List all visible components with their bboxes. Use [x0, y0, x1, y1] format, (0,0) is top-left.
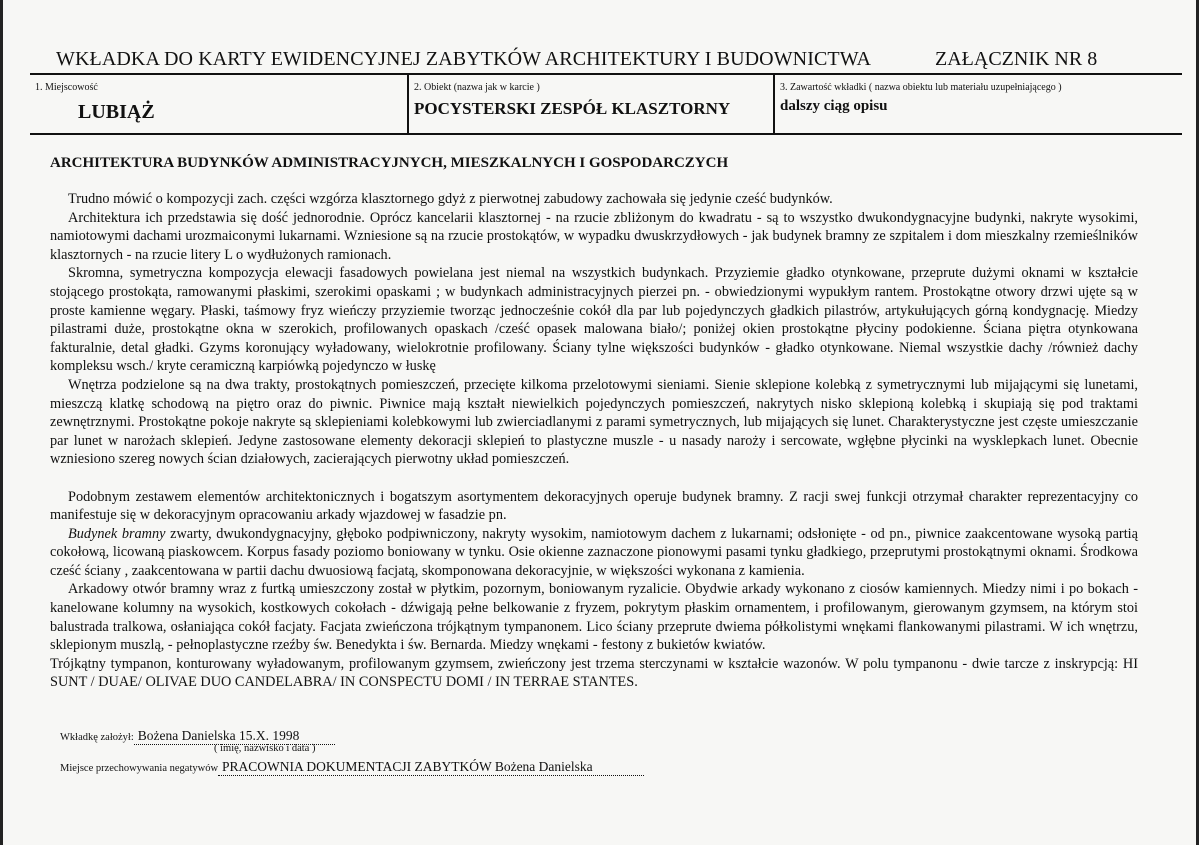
header-fields: [30, 74, 1182, 135]
founder-hint: ( imię, nazwisko i data ): [214, 743, 316, 754]
paragraph: Skromna, symetryczna kompozycja elewacji fasadowych powielana jest niemal na wszystkich budynkach. Przyziemie gładko otynkowane, przeprute dużymi oknami w kształcie stojącego prostokąta, ramowanymi płaskimi, szerokimi opaskami ; w budynkach administracyjnych pierzei pn. - obwiedzionymi wypukłym rantem. Prostokątne otwory drzwi ujęte są w proste kamienne węgary. Płaski, taśmowy fryz wieńczy przyziemie tworząc jednocześnie cokół dla par lub pojedynczych gładkich pilastrów, artykułujących górną kondygnację. Miedzy pilastrami duże, prostokątne okna w szerokich, profilowanych opaskach /cześć opasek malowana biało/; poniżej okien prostokątne płyciny podokienne. Ściana piętra otynkowana fakturalnie, detal gładki. Gzyms koronujący wyładowany, wielokrotnie profilowany. Ściany tylne większości budynków - gładko otynkowane. Niemal wszystkie dachy /również dachy kompleksu wsch./ kryte ceramiczną karpiówką pojedynczo w łuskę: [50, 265, 1138, 375]
paragraph-tympanum: Trójkątny tympanon, konturowany wyładowanym, profilowanym gzymsem, zwieńczony jest trzema sterczynami w kształcie wazonów. W polu tympanonu - dwie tarcze z inskrypcją: HI SUNT / DUAE/ OLIVAE DUO CANDELABRA/ IN CONSPECTU DOMI / IN TERRAE STANTES.: [50, 655, 1138, 691]
field-object-value: POCYSTERSKI ZESPÓŁ KLASZTORNY: [414, 99, 731, 118]
storage-label: Miejsce przechowywania negatywów: [60, 763, 219, 774]
footer-storage: [60, 759, 644, 776]
gate-building-text: zwarty, dwukondygnacyjny, głęboko podpiwniczony, nakryty wysokim, namiotowym dachem z lukarnami; odsłonięte - od pn., piwnice zaakcentowane wysoką partią cokołową, licowaną piaskowcem. Korpus fasady poziomo boniowany w tynku. Osie okienne zaznaczone pionowymi pasami tynku gładkiego, przeprutymi prostokątnymi oknami. Środkowa cześć ściany , zaakcentowana w partii dachu dwuosiową facjatą, skomponowana dekoracyjnie, w większości wykonana z kamienia.: [50, 525, 1138, 579]
paragraph: Wnętrza podzielone są na dwa trakty, prostokątnych pomieszczeń, przecięte kilkoma przelotowymi sieniami. Sienie sklepione kolebką z symetrycznymi lub mijającymi się lunetami, mieszczą klatkę schodową na piętro oraz do piwnic. Piwnice mają kształt niewielkich pojedynczych pomieszczeń, nakrytych nisko sklepioną kolebką i skupiają się pod traktami zewnętrznymi. Prostokątne pokoje nakryte są sklepieniami kolebkowymi lub zwierciadlanymi z parami symetrycznych, lub mijających się lunet. Charakterystyczne jest częste umieszczanie par lunet w narożach sklepień. Jedyne zastosowane elementy dekoracji sklepień to plastyczne muszle - u nasady naroży i sercowate, wgłębne płycinki na wysklepkach lunet. Obecnie wzniesiono szereg nowych ścian działowych, zacierających pierwotny układ pomieszczeń.: [50, 376, 1138, 468]
document-title: WKŁADKA DO KARTY EWIDENCYJNEJ ZABYTKÓW ARCHITEKTURY I BUDOWNICTWA: [56, 48, 872, 70]
field-locality-label: 1. Miejscowość: [35, 82, 98, 93]
field-contents-label: 3. Zawartość wkładki ( nazwa obiektu lub materiału uzupełniającego ): [780, 82, 1062, 93]
paragraph: Trudno mówić o kompozycji zach. części wzgórza klasztornego gdyż z pierwotnej zabudowy zachowała się jedynie cześć budynków.: [68, 191, 833, 207]
field-object-label: 2. Obiekt (nazwa jak w karcie ): [414, 82, 540, 93]
founder-label: Wkładkę założył:: [60, 732, 134, 743]
scan-edge-left: [0, 0, 3, 845]
field-object: [407, 74, 773, 133]
description-body: [50, 190, 1138, 692]
paragraph: Podobnym zestawem elementów architektonicznych i bogatszym asortymentem dekoracyjnych operuje budynek bramny. Z racji swej funkcji otrzymał charakter reprezentacyjny co manifestuje się w dekoracyjnym opracowaniu arkady wjazdowej w fasadzie pn.: [50, 488, 1138, 524]
annex-number: ZAŁĄCZNIK NR 8: [935, 48, 1098, 70]
section-heading: ARCHITEKTURA BUDYNKÓW ADMINISTRACYJNYCH, MIESZKALNYCH I GOSPODARCZYCH: [50, 155, 729, 171]
paragraph: Architektura ich przedstawia się dość jednorodnie. Oprócz kancelarii klasztornej - na rzucie zbliżonym do kwadratu - są to wszystko dwukondygnacyjne budynki, nakryte wysokimi, namiotowymi dachami urozmaiconymi lukarnami. Wzniesione są na rzucie prostokątów, w wypadku dwuskrzydłowych - jak budynek bramny ze szpitalem i dom mieszkalny rzemieślników klasztornych - na rzucie litery L o wydłużonych ramionach.: [50, 209, 1138, 263]
field-locality: [30, 74, 405, 133]
field-contents: [773, 74, 1184, 133]
founder-value: Bożena Danielska 15.X. 1998: [134, 728, 335, 745]
paragraph: Arkadowy otwór bramny wraz z furtką umieszczony został w płytkim, pozornym, boniowanym ryzalicie. Obydwie arkady wykonano z ciosów kamiennych. Miedzy nimi i po bokach - kanelowane kolumny na wysokich, kostkowych cokołach - dźwigają pełne belkowanie z fryzem, pokrytym płaskim ornamentem, i profilowanym, gierowanym gzymsem, na którym stoi balustrada tralkowa, osłaniająca cokół facjaty. Facjata zwieńczona trójkątnym tympanonem. Lico ściany przeprute dwiema półkolistymi wnękami flankowanymi pilastrami. W ich wnętrzu, sklepionym muszlą, - pełnoplastyczne rzeźby św. Benedykta i św. Bernarda. Miedzy wnękami - festony z bukietów kwiatów.: [50, 581, 1138, 654]
field-contents-value: dalszy ciąg opisu: [780, 98, 888, 114]
paragraph-gate-building: [50, 525, 1138, 581]
storage-value: PRACOWNIA DOKUMENTACJI ZABYTKÓW Bożena Danielska: [218, 759, 644, 776]
field-locality-value: LUBIĄŻ: [78, 101, 155, 123]
gate-building-lead: Budynek bramny: [68, 525, 166, 542]
